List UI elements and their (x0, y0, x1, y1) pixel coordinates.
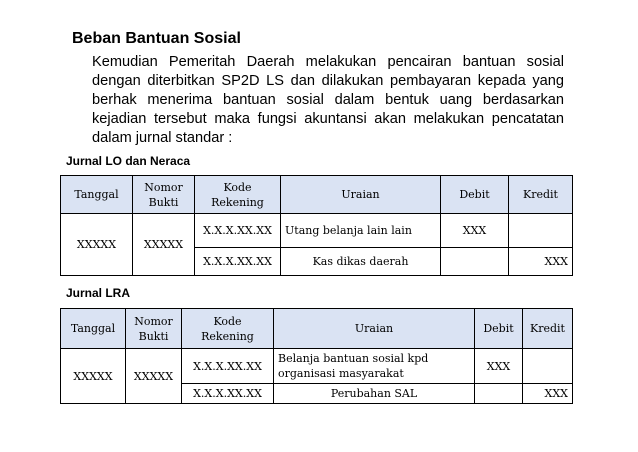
cell-uraian-line1: Belanja bantuan sosial kpd (278, 352, 429, 365)
header-nomor-line1: Nomor (134, 314, 173, 328)
header-nomor-line1: Nomor (144, 180, 183, 194)
jurnal-lo-table (60, 175, 573, 276)
cell-tanggal: XXXXX (61, 214, 133, 276)
header-kode-line1: Kode (213, 314, 242, 328)
table-row (61, 214, 573, 248)
table-header-row (61, 176, 573, 214)
cell-kredit: XXX (523, 384, 573, 404)
jurnal-lo-title: Jurnal LO dan Neraca (66, 154, 191, 168)
section-heading: Beban Bantuan Sosial (72, 30, 241, 47)
header-kode-line1: Kode (223, 180, 252, 194)
header-kode-line2: Rekening (211, 195, 264, 209)
cell-kredit (523, 349, 573, 384)
cell-kode: X.X.X.XX.XX (182, 349, 274, 384)
cell-uraian: Kas dikas daerah (281, 248, 441, 276)
header-kode-rekening (182, 309, 274, 349)
table-header-row (61, 309, 573, 349)
header-debit: Debit (441, 176, 509, 214)
header-nomor-line2: Bukti (148, 195, 179, 209)
cell-kredit: XXX (509, 248, 573, 276)
cell-debit: XXX (475, 349, 523, 384)
cell-uraian: Utang belanja lain lain (281, 214, 441, 248)
intro-paragraph: Kemudian Pemeritah Daerah melakukan pencairan bantuan sosial dengan diterbitkan SP2D LS dan dilakukan pembayaran kepada yang berhak menerima bantuan sosial dalam bentuk uang berdasarkan kejadian tersebut maka fungsi akuntansi akan melakukan pencatatan dalam jurnal standar : (92, 54, 564, 146)
header-kode-rekening (195, 176, 281, 214)
header-uraian: Uraian (281, 176, 441, 214)
header-nomor-bukti (133, 176, 195, 214)
table-row (61, 349, 573, 384)
cell-tanggal: XXXXX (61, 349, 126, 404)
cell-debit (475, 384, 523, 404)
cell-nomor-bukti: XXXXX (126, 349, 182, 404)
header-uraian: Uraian (274, 309, 475, 349)
header-debit: Debit (475, 309, 523, 349)
jurnal-lra-table (60, 308, 573, 404)
cell-kode: X.X.X.XX.XX (195, 248, 281, 276)
header-nomor-line2: Bukti (138, 329, 169, 343)
header-kredit: Kredit (523, 309, 573, 349)
cell-debit: XXX (441, 214, 509, 248)
header-tanggal: Tanggal (61, 309, 126, 349)
cell-uraian-line2: organisasi masyarakat (278, 367, 404, 380)
cell-kredit (509, 214, 573, 248)
cell-debit (441, 248, 509, 276)
cell-uraian: Perubahan SAL (274, 384, 475, 404)
cell-uraian (274, 349, 475, 384)
header-kredit: Kredit (509, 176, 573, 214)
jurnal-lra-title: Jurnal LRA (66, 286, 131, 300)
cell-nomor-bukti: XXXXX (133, 214, 195, 276)
header-nomor-bukti (126, 309, 182, 349)
cell-kode: X.X.X.XX.XX (195, 214, 281, 248)
cell-kode: X.X.X.XX.XX (182, 384, 274, 404)
header-kode-line2: Rekening (201, 329, 254, 343)
header-tanggal: Tanggal (61, 176, 133, 214)
